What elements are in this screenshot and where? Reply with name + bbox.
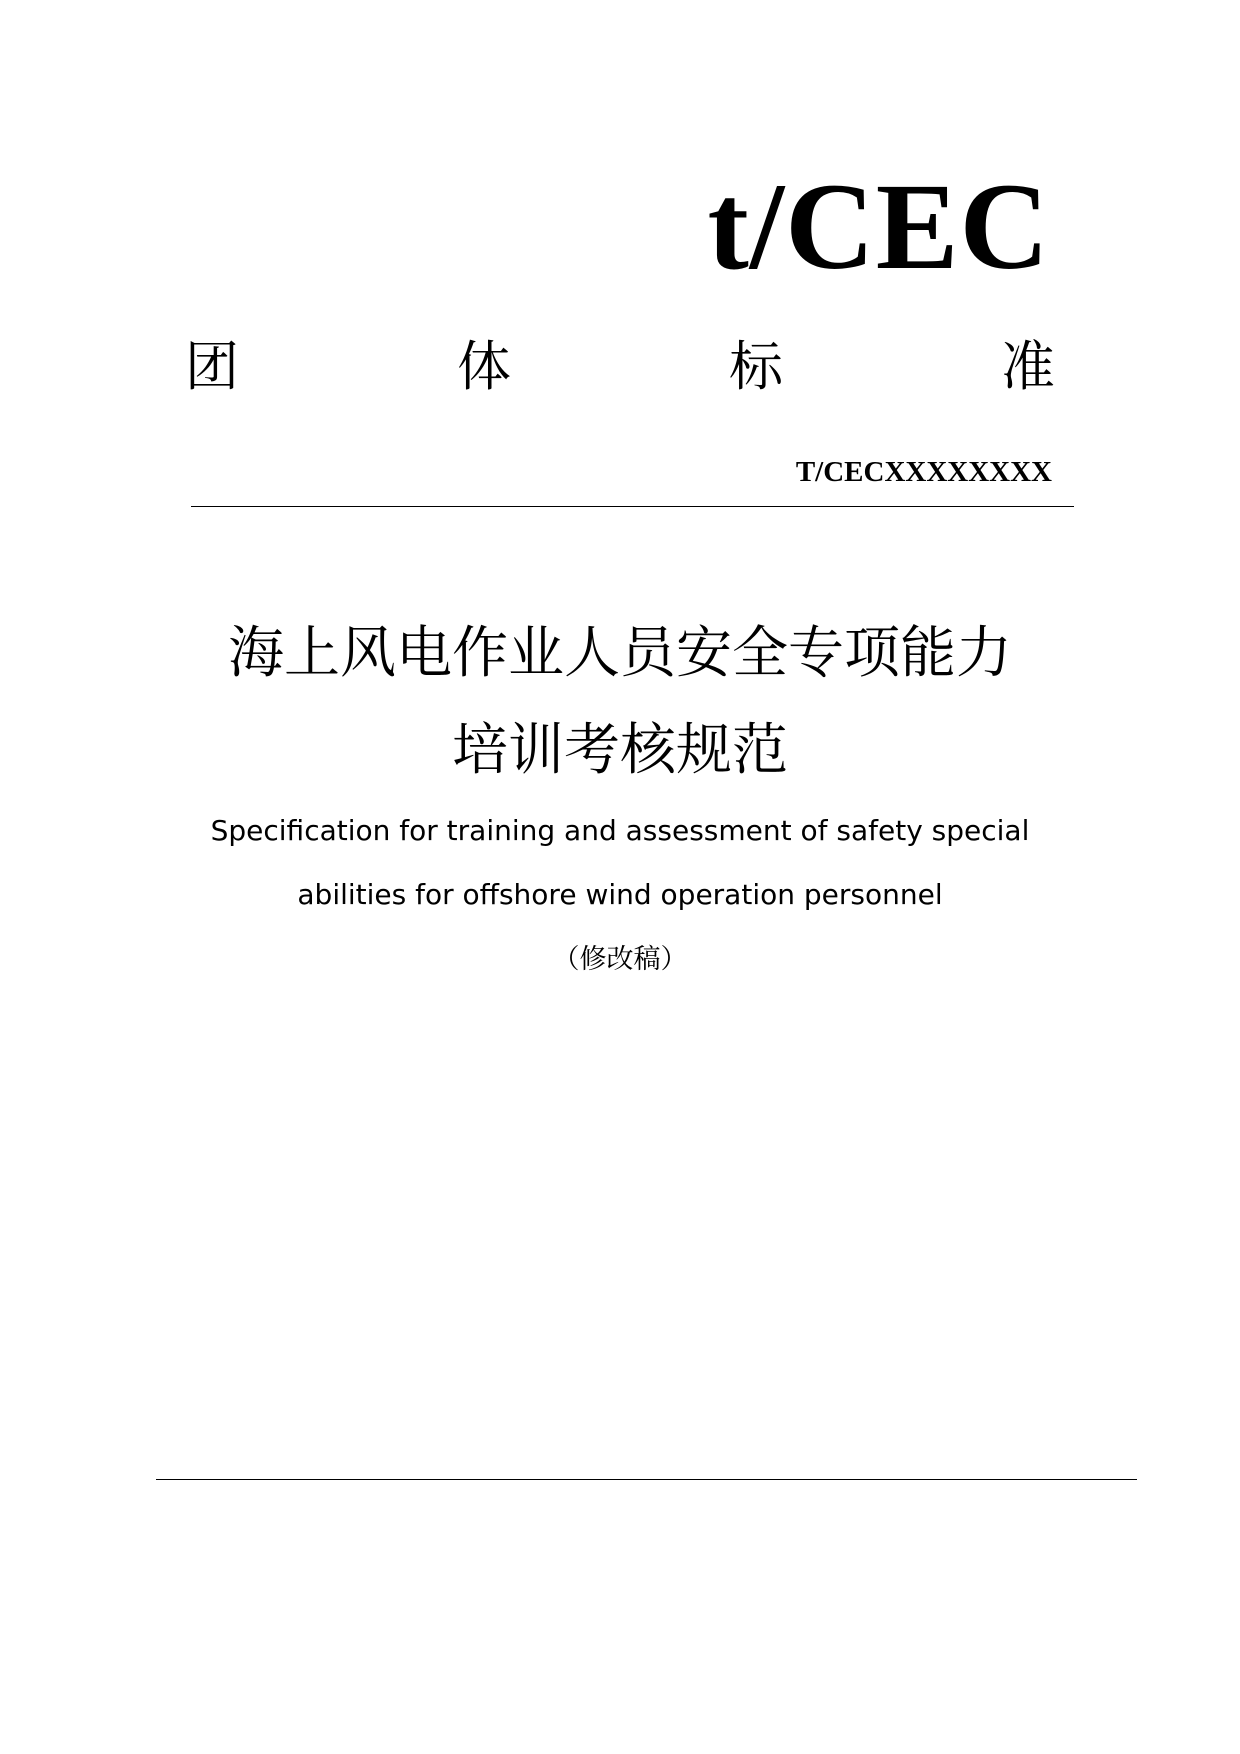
draft-status: （修改稿）: [552, 944, 688, 975]
english-title-line-2: abilities for offshore wind operation personnel: [297, 878, 943, 911]
standard-type-char: 准: [1001, 335, 1055, 398]
standard-logo: t/CEC: [707, 158, 1050, 295]
standard-number: T/CECXXXXXXXX: [795, 456, 1052, 488]
standard-type-char: 团: [185, 335, 239, 398]
header-divider: [191, 506, 1074, 507]
standard-type-char: 标: [729, 335, 783, 398]
footer-divider: [156, 1479, 1137, 1480]
standard-type: [185, 335, 1055, 398]
chinese-title-line-1: 海上风电作业人员安全专项能力: [228, 621, 1012, 686]
standard-type-char: 体: [457, 335, 511, 398]
english-title-line-1: Specification for training and assessment of safety special: [210, 814, 1030, 847]
chinese-title-line-2: 培训考核规范: [452, 718, 788, 783]
